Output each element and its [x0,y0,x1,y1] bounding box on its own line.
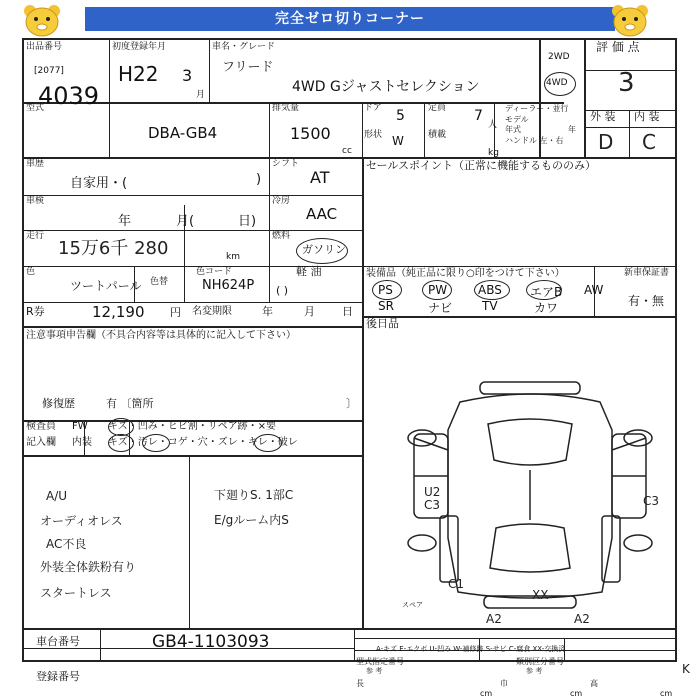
bear-mascot-icon [20,2,64,38]
check-tag-fw: FW [72,421,88,432]
check-tag-interior: 内装 [72,437,92,448]
engine-label: 排気量 [272,103,300,113]
damage-u2: U2 [424,485,441,499]
color-value: ツートパール [70,279,142,293]
fuel-diesel: 軽 油 [296,265,322,278]
meigi-month: 月 [304,305,315,318]
size-width-label: 巾 [500,679,508,688]
car-name: フリード [222,60,274,75]
meigi-day: 日 [342,305,353,318]
equip-leather: カワ [534,301,559,315]
size-length-unit: cm [480,689,493,698]
equip-sr: SR [378,299,394,313]
equip-navi: ナビ [428,301,453,315]
history-value: 自家用・( [70,176,128,191]
equip-pw: PW [428,283,448,297]
note-right-2: E/gルーム内S [214,513,289,527]
color-label: 色 [26,267,36,277]
engine-value: 1500 [290,124,331,143]
note-left-4: 外装全体鉄粉有り [40,560,137,574]
shape-label: 形状 [364,130,383,140]
damage-c1: C1 [448,577,465,591]
equip-ps: PS [378,283,393,297]
class-label: 類別区分番号 [516,657,564,666]
damage-xx: XX [532,588,549,602]
sales-label: セールスポイント（正常に機能するもののみ） [366,159,597,172]
doors-label: ドア [364,103,382,113]
car-damage-diagram [400,378,670,618]
history-close: ) [256,172,262,187]
score-int-value: C [642,130,656,154]
inspection-day: 日) [238,214,257,229]
damage-a2-left: A2 [486,612,502,626]
check-row-1: キズ・凹み・ヒビ割・リペア跡・×要 [108,421,276,432]
model-value: DBA-GB4 [148,124,218,142]
legend-text: A-キズ E-エクボ U-凹み W-補修跡 S-サビ C-腐食 XX-交換済 [376,645,566,653]
cert-sub: 参 考 [366,667,383,675]
note-left-5: スタートレス [40,586,112,600]
damage-c3-left: C3 [424,498,441,512]
model-label: 型式 [26,103,45,113]
aircon-value: AAC [306,205,338,223]
car-grade: 4WD Gジャストセレクション [292,79,480,95]
reg-month-unit: 月 [196,90,206,100]
repair-close: 〕 [346,397,357,410]
reg-month: 3 [182,66,193,85]
capacity-value: 7 [474,108,483,124]
dealer-year-unit: 年 [568,125,576,134]
aircon-label: 冷房 [272,196,291,206]
dealer-handle: ハンドル 左・右 [505,136,564,145]
fuel-gas: ガソリン [302,243,346,256]
color-change-label: 色替 [150,277,169,287]
equip-aw: AW [584,283,604,297]
note-right-1: 下廻りS. 1部C [214,488,294,502]
equip-abs: ABS [478,283,502,297]
bear-mascot-icon [608,2,652,38]
lot-label: 出品番号 [26,42,63,52]
new-warranty-value: 有・無 [628,294,665,308]
new-warranty-label: 新車保証書 [624,268,670,278]
score-label: 評 価 点 [596,40,640,54]
dealer-year: 年式 [505,125,521,134]
regno-label: 登録番号 [36,670,80,683]
damage-c3-right: C3 [643,494,660,508]
recycle-value: 12,190 [92,303,145,321]
class-sub: 参 考 [526,667,543,675]
drive-2wd-label: 2WD [548,52,570,62]
load-label: 積載 [428,130,447,140]
load-unit: kg [488,148,499,158]
shift-value: AT [310,168,330,187]
inspection-month: 月( [176,214,195,229]
equipment-label: 装備品（純正品に限り○印をつけて下さい） [366,268,565,279]
doors-value: 5 [396,108,405,124]
fuel-label: 燃料 [272,231,291,241]
chassis-label: 車台番号 [36,635,80,648]
score-ext-label: 外 装 [590,110,616,123]
size-height-label: 高 [590,679,598,688]
mileage-label: 走行 [26,231,45,241]
chassis-value: GB4-1103093 [152,632,270,652]
recycle-unit: 円 [170,306,181,319]
capacity-unit: 人 [488,120,498,130]
car-label: 車名・グレード [212,42,276,52]
reg-label: 初度登録年月 [112,42,167,52]
corner-k: K [682,662,690,676]
note-left-2: オーディオレス [40,514,123,528]
note-left-1: A/U [46,489,68,503]
check-label-2: 記入欄 [26,437,56,448]
mileage-value: 15万6千 280 [58,238,169,259]
meigi-year: 年 [262,305,273,318]
score-value: 3 [618,68,635,98]
equip-tv: TV [482,299,498,313]
drive-4wd: 4WD [546,78,568,88]
check-label-1: 検査員 [26,421,56,432]
dealer-model: モデル [505,115,529,124]
notes-label: 注意事項申告欄（不具合内容等は具体的に記入して下さい） [26,330,296,341]
inspection-label: 車検 [26,196,45,206]
inspection-year: 年 [118,214,132,229]
check-row-2: キズ・汚レ・コゲ・穴・ズレ・キレ・破レ [108,437,298,448]
shape-value: W [392,134,404,148]
recycle-label: R券 [26,305,45,318]
score-ext-value: D [598,130,614,154]
engine-unit: cc [342,146,352,156]
repair-value: 有 〔箇所 [106,397,154,410]
size-length-label: 長 [356,679,364,688]
meigi-label: 名変期限 [192,306,232,317]
fuel-paren: ( ) [276,284,289,297]
size-width-unit: cm [570,689,583,698]
color-code-value: NH624P [202,278,255,293]
equip-airbag: エアB [530,285,563,299]
repair-label: 修復歴 [42,397,75,410]
page-banner: 完全ゼロ切りコーナー [85,7,615,31]
damage-a2-right: A2 [574,612,590,626]
lot-sub: [2077] [34,66,64,76]
dealer-label: ディーラー・並行 [505,104,569,113]
reg-era: H22 [118,62,159,86]
lot-number: 4039 [38,82,100,110]
aftermarket-label: 後日品 [366,317,399,330]
history-label: 車歴 [26,159,45,169]
cert-label: 型式指定番号 [356,657,404,666]
diagram-spare: スペア [402,601,423,609]
capacity-label: 定員 [428,103,447,113]
note-left-3: AC不良 [46,537,87,551]
shift-label: シフト [272,159,300,169]
size-height-unit: cm [660,689,673,698]
mileage-unit: km [226,252,240,262]
color-code-label: 色コード [196,267,233,277]
score-int-label: 内 装 [634,110,660,123]
